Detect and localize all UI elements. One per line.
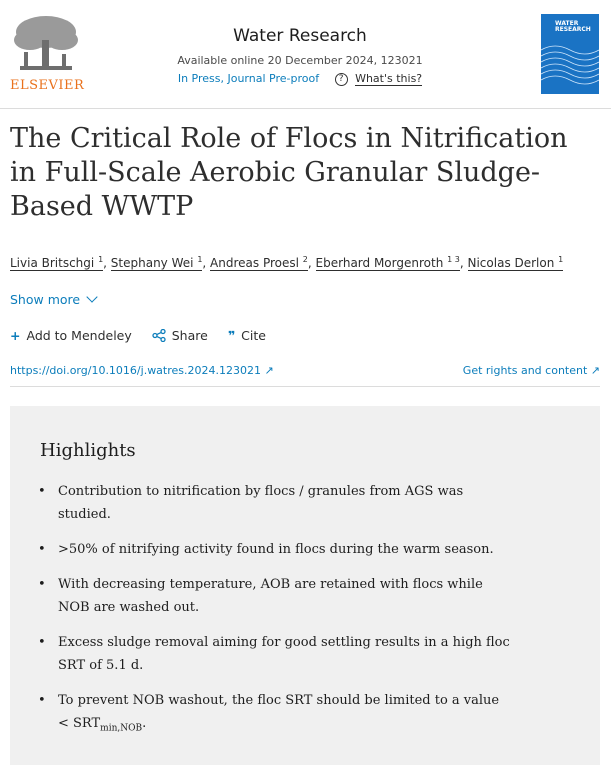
chevron-down-icon xyxy=(86,291,97,302)
cite-button[interactable] xyxy=(228,328,266,343)
question-icon: ? xyxy=(335,73,348,86)
external-link-icon: ↗ xyxy=(590,364,600,377)
cover-title: WATER RESEARCH xyxy=(555,20,591,33)
author-link[interactable]: Stephany Wei $^1$ xyxy=(110,255,203,270)
action-bar xyxy=(10,328,282,343)
author-link[interactable]: Livia Britschgi $^1$ xyxy=(10,255,104,270)
external-link-icon: ↗ xyxy=(264,364,274,377)
elsevier-logo[interactable] xyxy=(10,14,85,94)
journal-title[interactable]: Water Research xyxy=(233,26,367,46)
available-online: Available online 20 December 2024, 123021 xyxy=(177,54,423,67)
share-label: Share xyxy=(171,328,208,343)
waves-icon xyxy=(541,36,599,94)
journal-cover[interactable] xyxy=(541,14,599,94)
highlights-list xyxy=(30,480,510,753)
share-icon xyxy=(152,328,166,343)
plus-icon: + xyxy=(10,328,21,343)
list-item: • >50% of nitrifying activity found in flocs during the warm season. xyxy=(30,538,510,561)
list-item: • Excess sludge removal aiming for good settling results in a high floc SRT of 5.1 d. xyxy=(30,631,510,677)
list-item: • With decreasing temperature, AOB are retained with flocs while NOB are washed out. xyxy=(30,573,510,619)
article-status-link[interactable]: In Press, Journal Pre-proof xyxy=(177,72,320,85)
author-list: Livia Britschgi $^1$, Stephany Wei $^1$, Andreas Proesl $^2$, Eberhard Morgenroth $^{1 3}$, Nicolas Derlon $^1$ xyxy=(10,255,564,270)
status-row xyxy=(150,72,450,86)
show-more-button[interactable] xyxy=(10,292,96,307)
tree-icon xyxy=(10,14,82,76)
share-button[interactable] xyxy=(152,328,208,343)
highlight-text: To prevent NOB washout, the floc SRT should be limited to a value < SRT xyxy=(58,693,500,731)
whats-this-link[interactable]: What's this? xyxy=(355,72,423,85)
list-item: • Contribution to nitrification by flocs / granules from AGS was studied. xyxy=(30,480,510,526)
article-header xyxy=(0,0,611,109)
article-title: The Critical Role of Flocs in Nitrification in Full-Scale Aerobic Granular Sludge-Based WWTP xyxy=(10,123,568,222)
author-link[interactable]: Andreas Proesl $^2$ xyxy=(210,255,308,270)
add-to-mendeley-button[interactable] xyxy=(10,328,132,343)
highlights-title: Highlights xyxy=(40,440,136,461)
publisher-name: ELSEVIER xyxy=(10,78,85,93)
rights-link[interactable]: Get rights and content ↗ xyxy=(462,364,600,377)
quote-icon: ❞ xyxy=(227,328,236,343)
show-more-label: Show more xyxy=(10,292,81,307)
author-link[interactable]: Nicolas Derlon $^1$ xyxy=(467,255,564,270)
author-link[interactable]: Eberhard Morgenroth $^{1 3}$ xyxy=(315,255,460,270)
highlights-panel xyxy=(10,406,600,765)
highlight-subscript: min,NOB xyxy=(100,723,143,734)
doi-link[interactable]: https://doi.org/10.1016/j.watres.2024.123021 ↗ xyxy=(10,364,274,377)
cite-label: Cite xyxy=(241,328,266,343)
mendeley-label: Add to Mendeley xyxy=(26,328,132,343)
highlight-end: . xyxy=(142,716,147,731)
link-row xyxy=(10,362,600,387)
list-item xyxy=(30,689,510,741)
